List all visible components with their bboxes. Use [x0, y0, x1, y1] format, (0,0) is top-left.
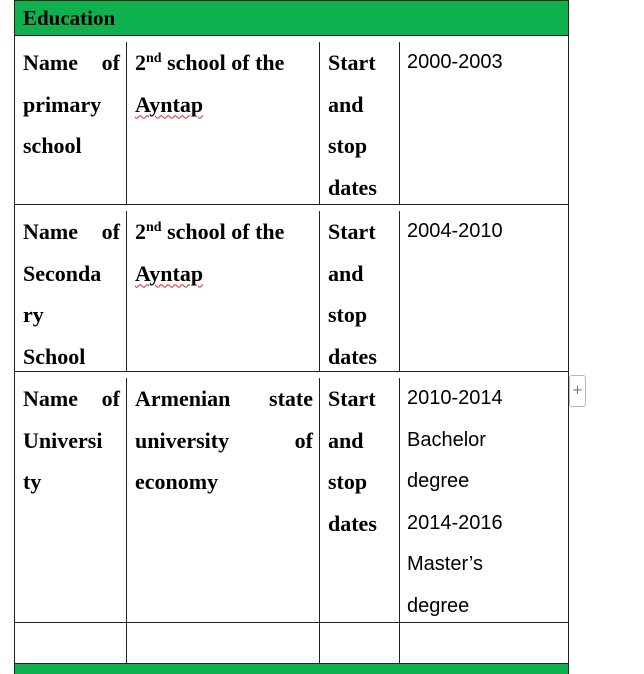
empty-cell[interactable] [15, 623, 126, 663]
dates-label-cell[interactable] [319, 42, 399, 204]
dates-label-line: dates [328, 174, 377, 200]
name-word: of [294, 427, 313, 453]
label-line: Seconda [23, 260, 102, 286]
label-word: Name [23, 50, 78, 75]
dates-value-cell[interactable] [399, 211, 569, 371]
empty-cell[interactable] [319, 623, 399, 663]
name-line [135, 378, 319, 420]
ordinal: 2 [135, 50, 146, 75]
row-label-cell[interactable] [15, 42, 126, 204]
name-line [135, 211, 319, 253]
school-name-cell[interactable] [126, 378, 319, 622]
dates-value: 2014-2016 [407, 511, 503, 534]
label-line [23, 378, 126, 420]
dates-label-line: stop [328, 469, 368, 494]
table-row [14, 36, 569, 205]
label-word: of [101, 50, 120, 75]
name-word: state [269, 386, 313, 411]
dates-value-cell[interactable] [399, 42, 569, 204]
label-line: primary [23, 91, 102, 117]
name-word: Armenian [135, 386, 231, 411]
dates-value: degree [407, 594, 470, 617]
label-line [23, 211, 126, 253]
label-line: ry [23, 302, 44, 327]
name-line: economy [135, 469, 219, 494]
label-word: of [101, 386, 120, 411]
table-header [14, 0, 569, 36]
name-line [135, 84, 319, 126]
dates-label-line: and [328, 91, 364, 117]
dates-value: 2004-2010 [407, 220, 503, 242]
table-row [14, 372, 569, 623]
name-rest: school of the [161, 219, 285, 244]
misspelled-word: Ayntap [135, 260, 204, 286]
dates-label-line: stop [328, 133, 368, 158]
label-line: School [23, 343, 86, 369]
label-line: Universi [23, 427, 103, 453]
ordinal: 2 [135, 219, 146, 244]
dates-value: Bachelor [407, 428, 486, 451]
table-header-title: Education [23, 6, 116, 30]
row-label-cell[interactable] [15, 378, 126, 622]
dates-value: degree [407, 470, 470, 492]
dates-label-cell[interactable] [319, 378, 399, 622]
name-rest: school of the [161, 50, 285, 75]
misspelled-word: Ayntap [135, 91, 204, 117]
dates-label-line: Start [328, 219, 376, 244]
label-word: Name [23, 386, 78, 411]
school-name-cell[interactable] [126, 211, 319, 371]
label-line [23, 42, 126, 84]
name-line [135, 253, 319, 295]
name-line [135, 420, 319, 462]
dates-label-line: stop [328, 302, 368, 327]
dates-value: 2010-2014 [407, 387, 503, 409]
label-line: school [23, 133, 82, 158]
dates-label-line: Start [328, 50, 376, 75]
ordinal-suffix: nd [146, 220, 162, 235]
dates-label-line: and [328, 427, 364, 453]
table-row [14, 205, 569, 372]
empty-cell[interactable] [126, 623, 319, 663]
label-line: ty [23, 469, 42, 494]
label-word: of [101, 219, 120, 244]
dates-label-line: dates [328, 510, 377, 536]
empty-cell[interactable] [399, 623, 569, 663]
name-line [135, 42, 319, 84]
dates-label-cell[interactable] [319, 211, 399, 371]
dates-label-line: dates [328, 343, 377, 369]
table-row-empty [14, 623, 569, 664]
row-label-cell[interactable] [15, 211, 126, 371]
school-name-cell[interactable] [126, 42, 319, 204]
ordinal-suffix: nd [146, 51, 162, 66]
dates-label-line: Start [328, 386, 376, 411]
label-word: Name [23, 219, 78, 244]
next-section-header [14, 663, 569, 674]
add-row-button[interactable] [569, 375, 586, 407]
dates-label-line: and [328, 260, 364, 286]
dates-value-cell[interactable] [399, 378, 569, 622]
dates-value: Master’s [407, 553, 483, 575]
plus-icon: + [572, 383, 583, 398]
name-word: university [135, 427, 230, 453]
dates-value: 2000-2003 [407, 51, 503, 73]
